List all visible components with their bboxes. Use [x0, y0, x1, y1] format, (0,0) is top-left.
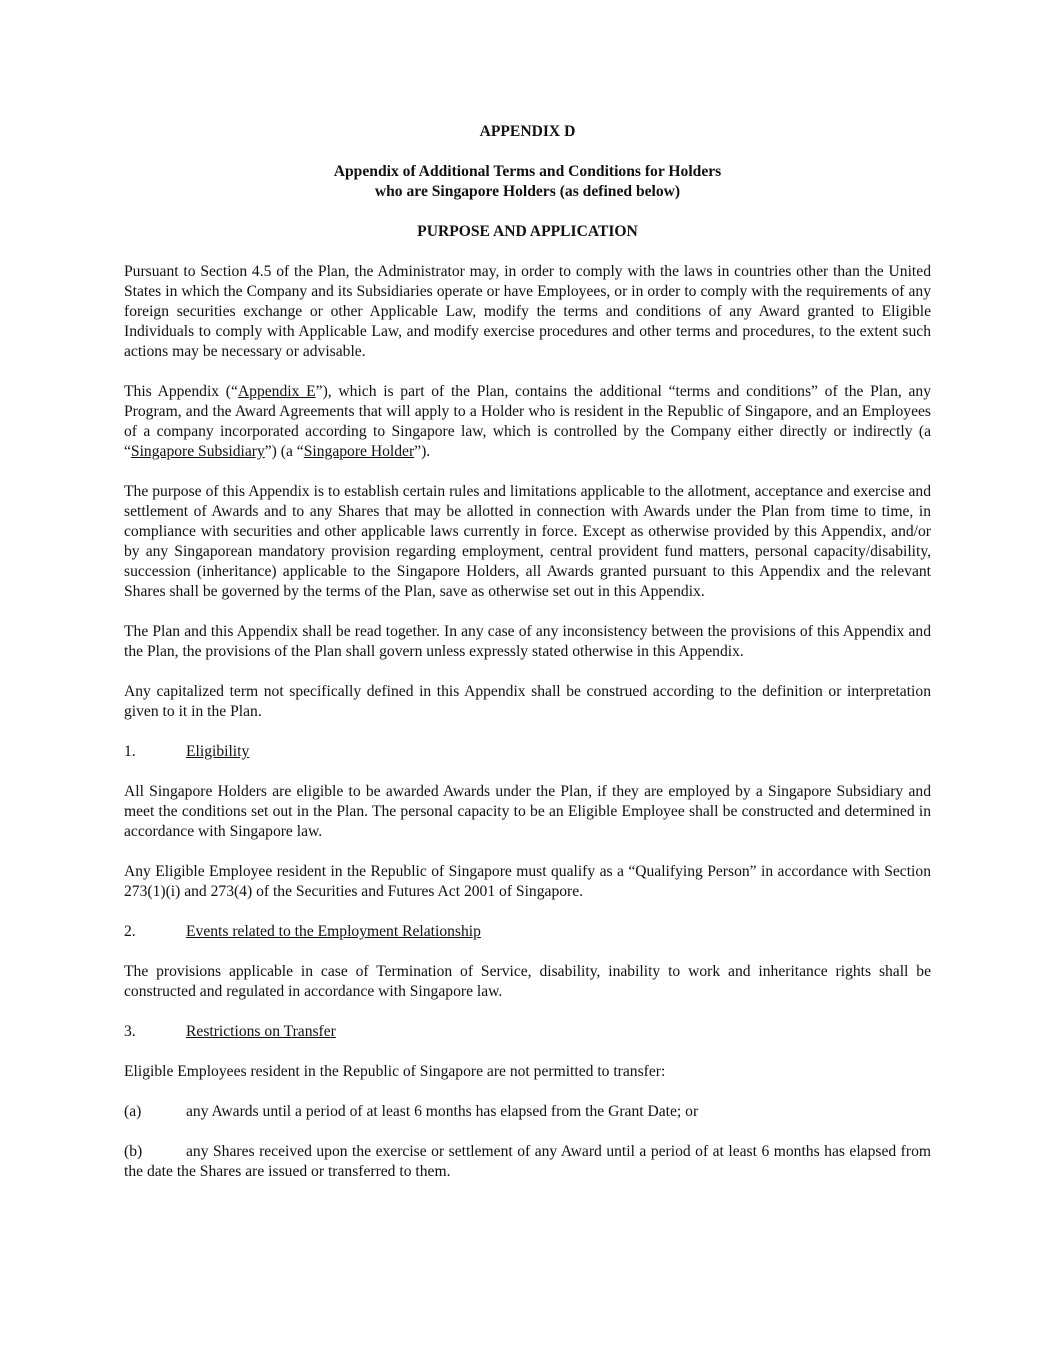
paragraph-eligibility-2: Any Eligible Employee resident in the Republic of Singapore must qualify as a “Qualifying Person” in accordance with Section 273(1)(i) and 273(4) of the Securities and Futures Act 2001 of Singapore.	[124, 863, 931, 900]
paragraph-read-together: The Plan and this Appendix shall be read together. In any case of any inconsistency between the provisions of this Appendix and the Plan, the provisions of the Plan shall govern unless expressly stated otherwise in this Appendix.	[124, 623, 931, 660]
section-number: 1.	[124, 743, 136, 760]
section-heading-employment	[124, 922, 931, 942]
section-heading-transfer	[124, 1022, 931, 1042]
list-item-text: any Shares received upon the exercise or settlement of any Award until a period of at least 6 months has elapsed from the date the Shares are issued or transferred to them.	[124, 1143, 931, 1180]
defined-term-singapore-holder: Singapore Holder	[303, 443, 415, 460]
paragraph-transfer-intro: Eligible Employees resident in the Republic of Singapore are not permitted to transfer:	[124, 1063, 666, 1080]
section-heading-eligibility	[124, 742, 931, 762]
section-title-eligibility: Eligibility	[186, 743, 250, 760]
p2-text-1: This Appendix (“	[124, 383, 238, 400]
list-item-a	[124, 1102, 931, 1122]
section-title: PURPOSE AND APPLICATION	[417, 223, 638, 240]
p2-text-3: ”) (a “	[264, 443, 304, 460]
paragraph-employment: The provisions applicable in case of Termination of Service, disability, inability to work and inheritance rights shall be constructed and regulated in accordance with Singapore law.	[124, 963, 931, 1000]
paragraph-eligibility-1: All Singapore Holders are eligible to be awarded Awards under the Plan, if they are employed by a Singapore Subsidiary and meet the conditions set out in the Plan. The personal capacity to be an Eligible Employee shall be constructed and determined in accordance with Singapore law.	[124, 783, 931, 840]
paragraph-pursuant: Pursuant to Section 4.5 of the Plan, the Administrator may, in order to comply with the laws in countries other than the United States in which the Company and its Subsidiaries operate or have Employees, or in order to comply with the requirements of any foreign securities exchange or other Applicable Law, modify the terms and conditions of any Award granted to Eligible Individuals to comply with Applicable Law, and modify exercise procedures and other terms and procedures, to the extent such actions may be necessary or advisable.	[124, 263, 931, 360]
document-page	[124, 122, 931, 1202]
paragraph-purpose: The purpose of this Appendix is to establish certain rules and limitations applicable to the allotment, acceptance and exercise and settlement of Awards and to any Shares that may be allotted in connection with Awards under the Plan from time to time, in compliance with securities and other applicable laws currently in force. Except as otherwise provided by this Appendix, and/or by any Singaporean mandatory provision regarding employment, central provident fund matters, personal capacity/disability, succession (inheritance) applicable to the Singapore Holders, all Awards granted pursuant to this Appendix and the relevant Shares shall be governed by the terms of the Plan, save as otherwise set out in this Appendix.	[124, 483, 931, 600]
defined-term-appendix-e: Appendix E	[237, 383, 316, 400]
paragraph-this-appendix	[124, 382, 931, 462]
section-number: 2.	[124, 923, 136, 940]
paragraph-capitalized-terms: Any capitalized term not specifically defined in this Appendix shall be construed according to the definition or interpretation given to it in the Plan.	[124, 683, 931, 720]
section-title-transfer: Restrictions on Transfer	[186, 1023, 336, 1040]
subheading-line-1: Appendix of Additional Terms and Conditions for Holders	[333, 163, 722, 180]
subheading-line-2: who are Singapore Holders (as defined below)	[374, 183, 681, 200]
list-item-text: any Awards until a period of at least 6 months has elapsed from the Grant Date; or	[186, 1103, 699, 1120]
section-number: 3.	[124, 1023, 136, 1040]
appendix-heading: APPENDIX D	[479, 123, 576, 140]
section-title-employment: Events related to the Employment Relationship	[186, 923, 481, 940]
defined-term-singapore-subsidiary: Singapore Subsidiary	[130, 443, 265, 460]
list-item-label: (a)	[124, 1103, 142, 1120]
p2-text-2: ”), which is part of the Plan, contains the additional “terms and conditions” of the Plan, any Program, and the Award Agreements that will apply to a Holder who is resident in the Republic of Singapore, and an Employees of a company incorporated according to Singapore law, which is controlled by the Company either directly or indirectly (a “	[124, 383, 931, 460]
appendix-subheading	[124, 162, 931, 202]
list-item-b	[124, 1142, 931, 1182]
list-item-label: (b)	[124, 1143, 143, 1160]
p2-text-4: ”).	[414, 443, 431, 460]
